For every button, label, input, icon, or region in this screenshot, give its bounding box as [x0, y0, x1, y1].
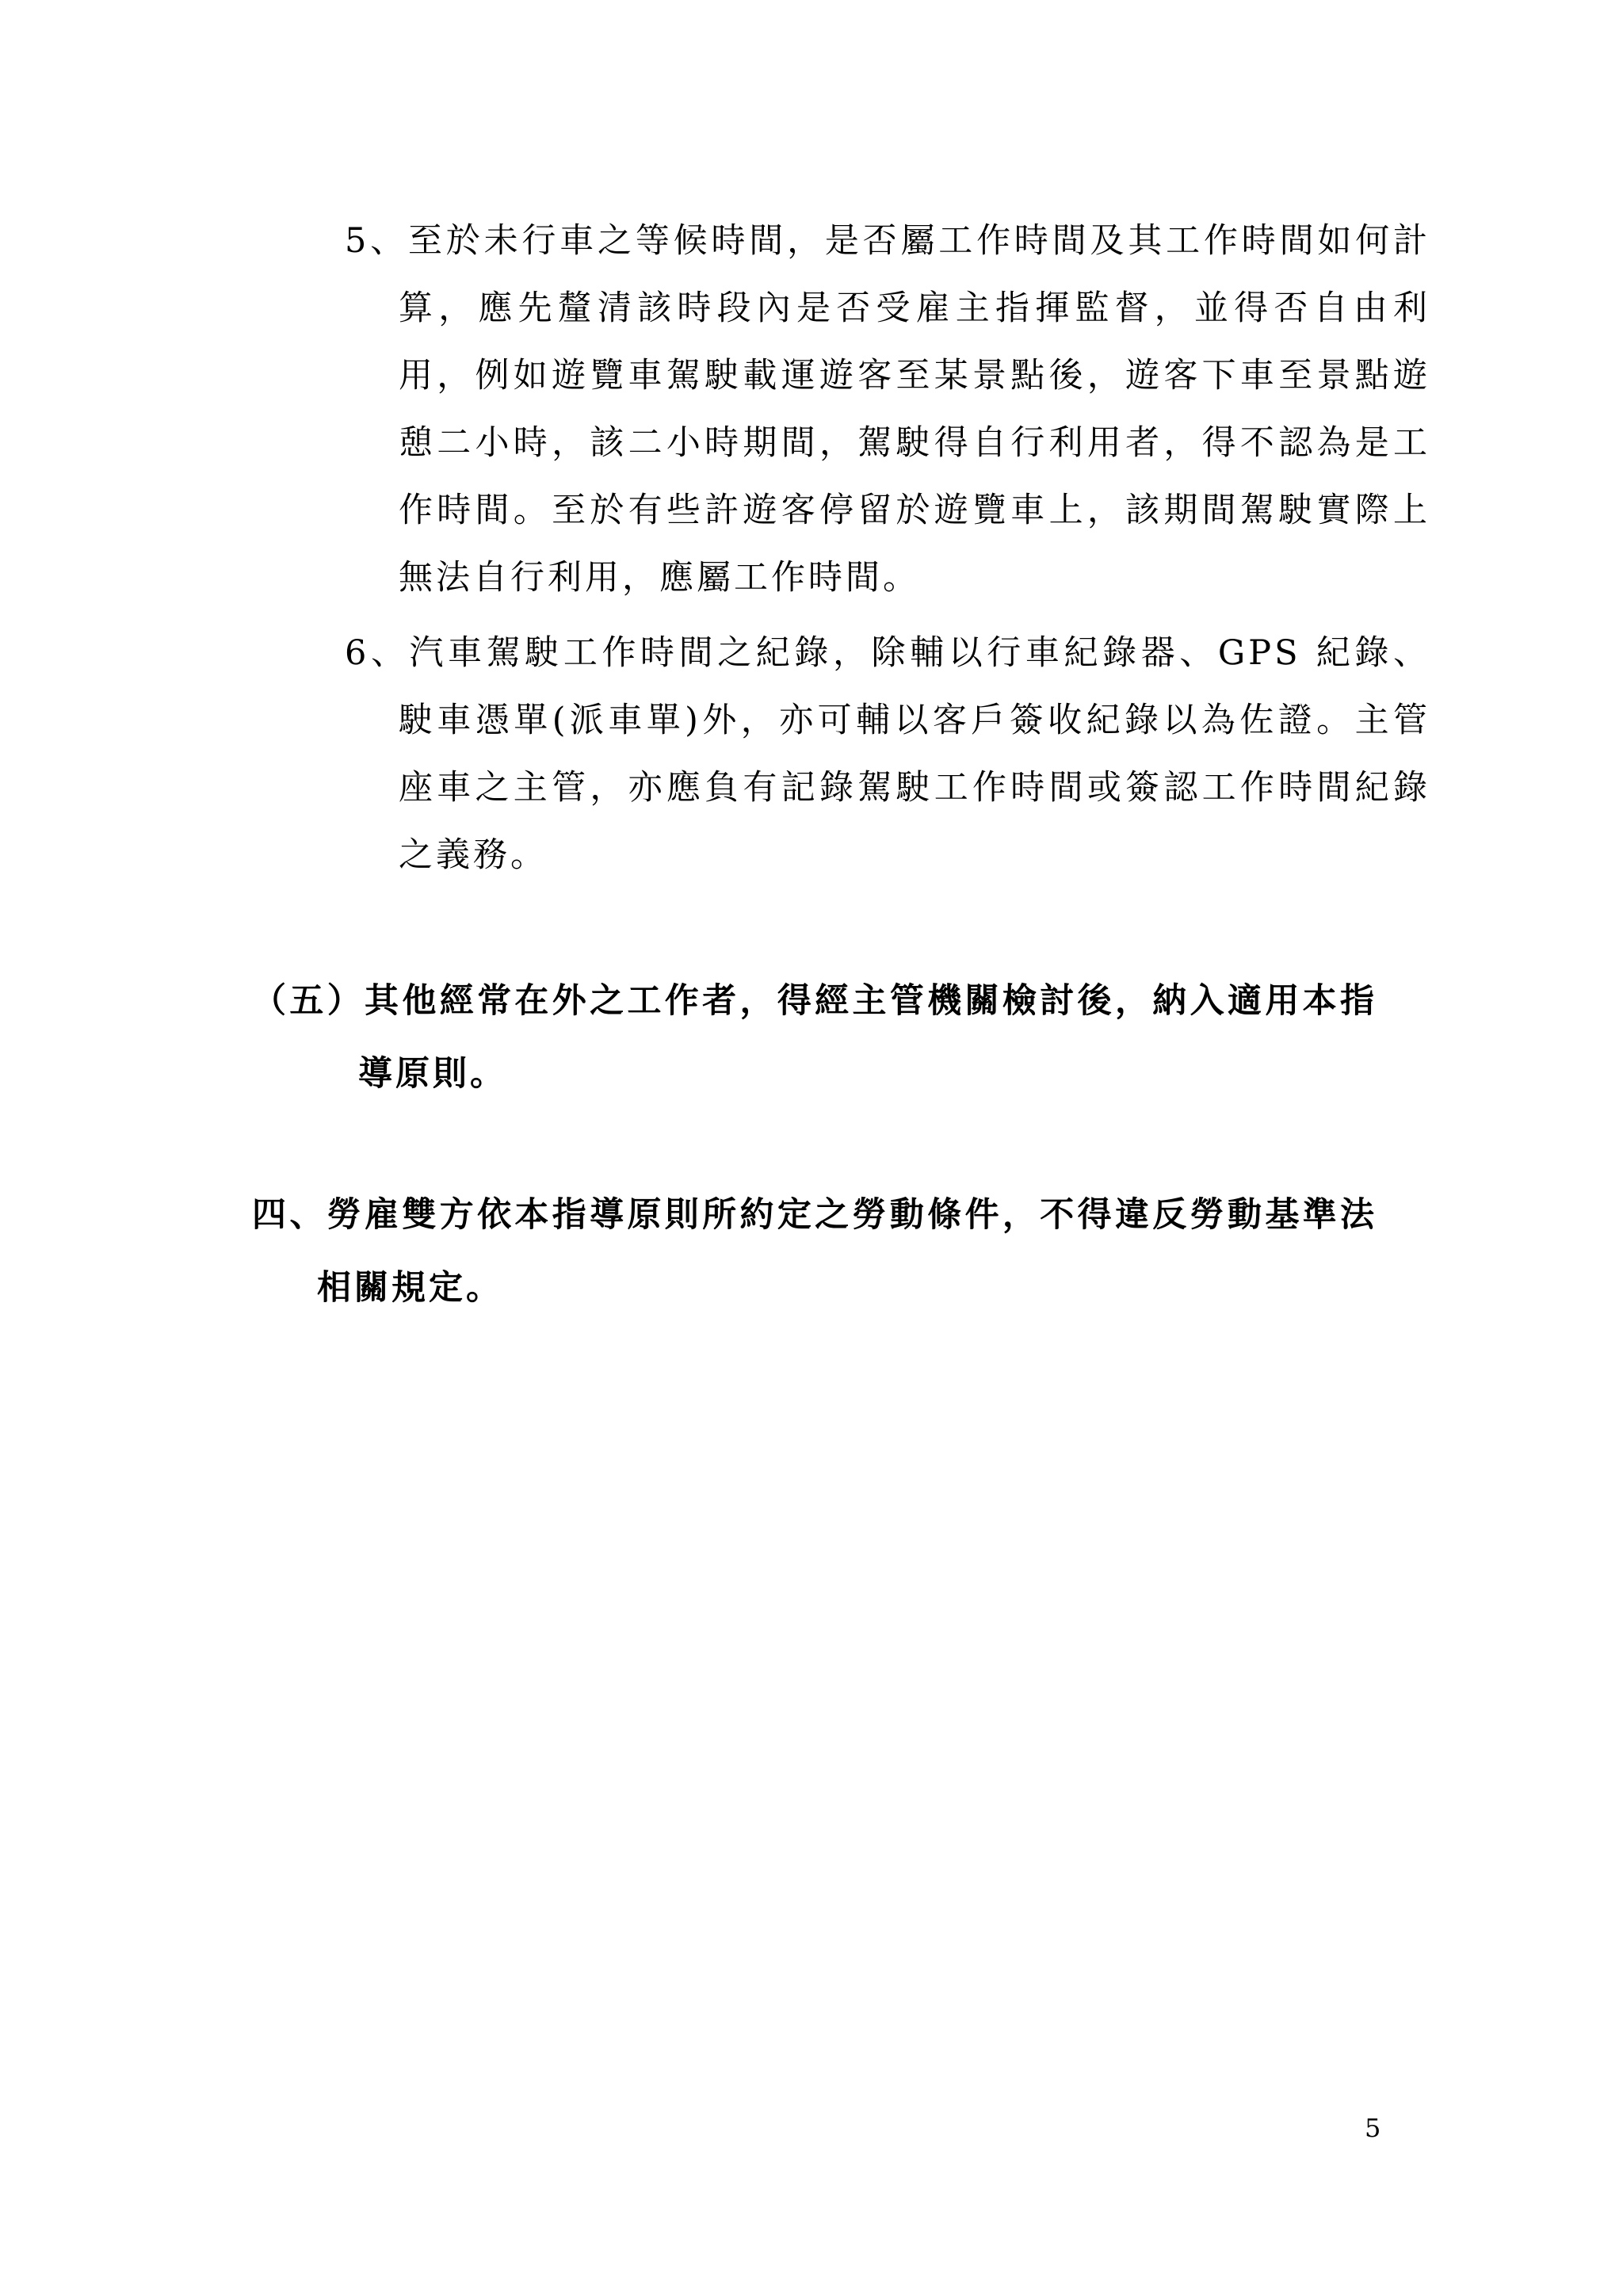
list-item-6-text: 汽車駕駛工作時間之紀錄，除輔以行車紀錄器、GPS 紀錄、駛車憑單(派車單)外，亦可輔以客戶簽收紀錄以為佐證。主管座車之主管，亦應負有記錄駕駛工作時間或簽認工作時間紀錄之義務。 — [399, 633, 1430, 875]
list-item-6 — [345, 620, 1430, 889]
list-item-5 — [345, 208, 1430, 612]
section-4-number: 四、 — [252, 1195, 327, 1235]
section-4-paragraph — [252, 1179, 1377, 1324]
list-item-5-text: 至於未行車之等候時間，是否屬工作時間及其工作時間如何計算，應先釐清該時段內是否受雇主指揮監督，並得否自由利用，例如遊覽車駕駛載運遊客至某景點後，遊客下車至景點遊憩二小時，該二小時期間，駕駛得自行利用者，得不認為是工作時間。至於有些許遊客停留於遊覽車上，該期間駕駛實際上無法自行利用，應屬工作時間。 — [399, 221, 1431, 598]
section-5-number: （五） — [252, 981, 365, 1021]
section-5-text: 其他經常在外之工作者，得經主管機關檢討後，納入適用本指導原則。 — [358, 981, 1378, 1094]
list-item-5-number: 5、 — [345, 221, 408, 261]
page-number: 5 — [1365, 2113, 1381, 2143]
section-4-text: 勞雇雙方依本指導原則所約定之勞動條件，不得違反勞動基準法相關規定。 — [317, 1195, 1378, 1308]
section-5-paragraph — [252, 965, 1377, 1110]
list-item-6-number: 6、 — [345, 633, 410, 673]
